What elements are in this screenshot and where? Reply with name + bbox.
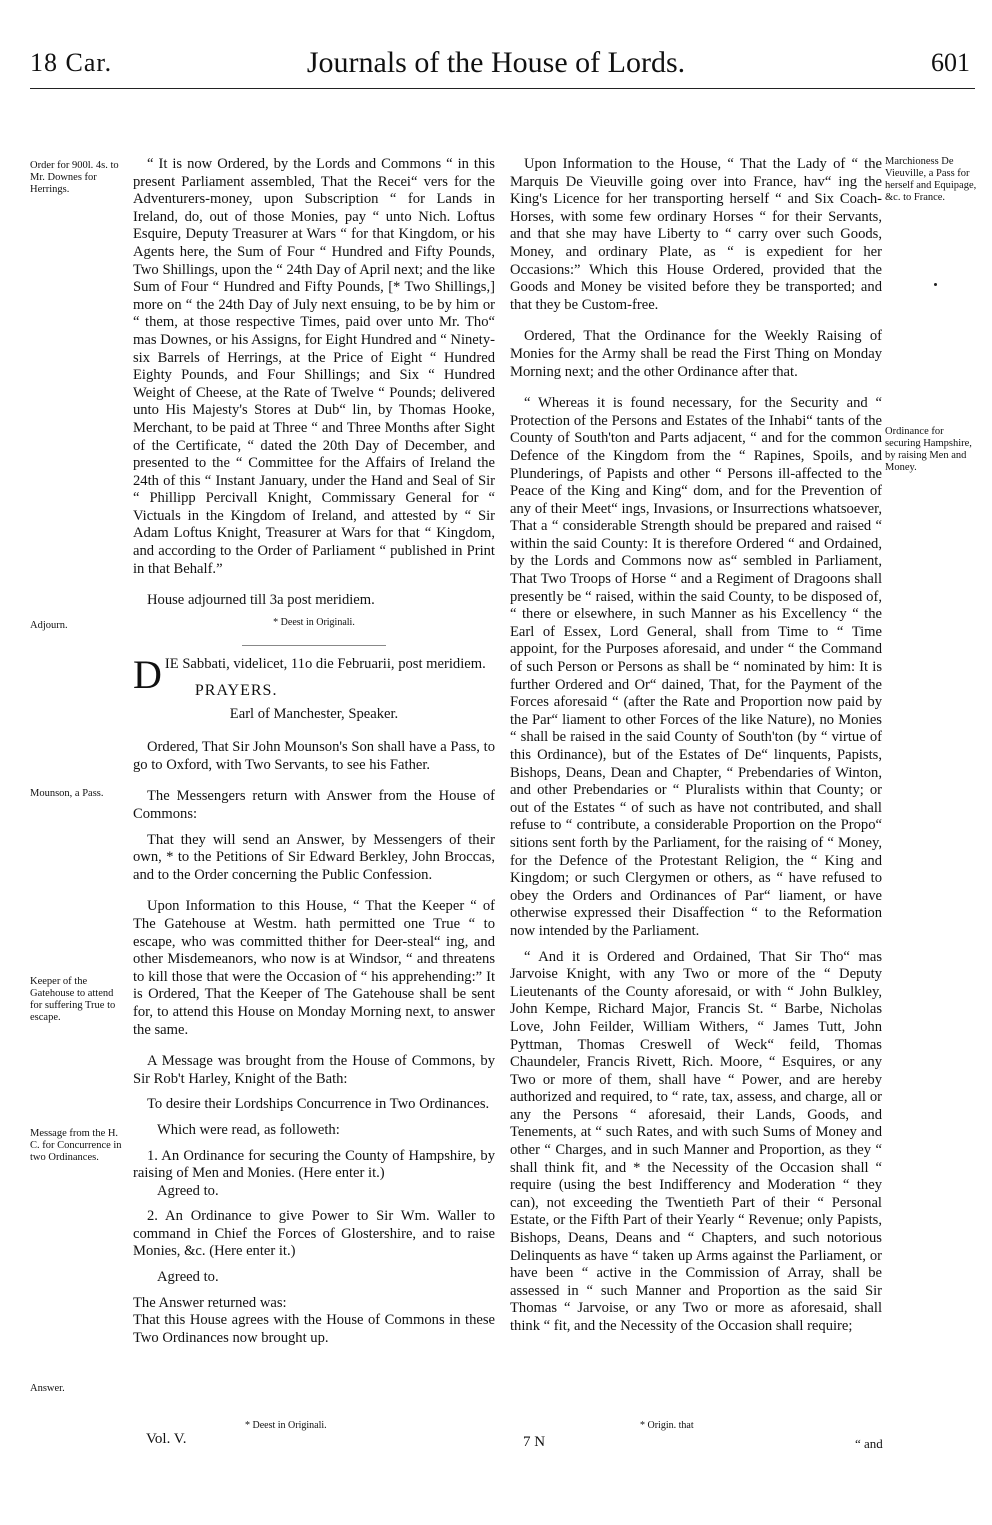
ordinance-item-2: 2. An Ordinance to give Power to Sir Wm. Waller to command in Chief the Forces of Glostershire, and to raise Monies, &c. (Here enter it.) — [133, 1208, 495, 1260]
header-rule — [30, 88, 975, 89]
margin-note-vieuville: Marchioness De Vieuville, a Pass for herself and Equipage, &c. to France. — [885, 156, 977, 203]
margin-note-order-downes: Order for 900l. 4s. to Mr. Downes for Herrings. — [30, 160, 119, 195]
agreed-2: Agreed to. — [157, 1269, 219, 1286]
weekly-raising-paragraph: Ordered, That the Ordinance for the Weekly Raising of Monies for the Army shall be read the First Thing on Monday Morning next; and the other Ordinance after that. — [510, 328, 882, 380]
adjournment-paragraph: House adjourned till 3a post meridiem. — [147, 592, 375, 609]
running-head-regnal-year: 18 Car. — [30, 48, 113, 77]
jarvoise-paragraph: “ And it is Ordered and Ordained, That Sir Tho“ mas Jarvoise Knight, with any Two or more of the “ Deputy Lieutenants of the County aforesaid, or with “ John Bulkley, John Kempe, Richard Major, Francis St. “ Barbe, Nicholas Love, John Feilder, William Withers, “ James Tutt, John Pyttman, Thomas Creswell of Weck“ feild, Thomas Chaundeler, Francis Rivett, Rich. Moore, “ Esquires, or any Two or more of them, shall have “ Power, and are hereby authorized and required, to “ rate, tax, assess, and charge, all or any the Persons “ aforesaid, their Lands, Goods, and Tenements, at “ such Rates, and with such Sums of Money and other “ Charges, and in such Manner and Proportion, as they “ shall think fit, and * the Necessity of the Occasion shall “ require (using the best Indifferency and Moderation “ they can), not exceeding the Twentieth Part of their “ Personal Estate, or the Fifth Part of their Yearly “ Revenue; only Papists, Bishops, Deans, Deans and “ Chapters, and such notorious Delinquents as have “ taken up Arms against the Parliament, or have been “ active in the Commission of Array, shall be assessed in “ such Manner and Proportion as the said Sir Thomas “ Jarvoise, or any Two or more as aforesaid, shall think “ fit, and the Necessity of the Occasion shall require; — [510, 948, 882, 1334]
page-header — [0, 0, 992, 80]
signature-mark: 7 N — [523, 1434, 546, 1450]
right-column — [510, 156, 882, 1344]
page-number: 601 — [931, 48, 970, 77]
read-paragraph: Which were read, as followeth: — [157, 1121, 340, 1138]
ordinance-item-1: 1. An Ordinance for securing the County of Hampshire, by raising of Men and Monies. (Here enter it.) — [133, 1147, 495, 1182]
margin-note-keeper: Keeper of the Gatehouse to attend for suffering True to escape. — [30, 976, 116, 1023]
concurrence-paragraph: To desire their Lordships Concurrence in Two Ordinances. — [147, 1096, 490, 1113]
drop-cap: D — [133, 652, 162, 698]
footnote-right: * Origin. that — [640, 1420, 694, 1431]
margin-note-answer: Answer. — [30, 1383, 65, 1394]
mounson-paragraph: Ordered, That Sir John Mounson's Son shall have a Pass, to go to Oxford, with Two Servants, to see his Father. — [133, 739, 495, 773]
message-paragraph: A Message was brought from the House of Commons, by Sir Rob't Harley, Knight of the Bath: — [133, 1053, 495, 1087]
left-column — [133, 156, 495, 1355]
ink-speck — [934, 283, 937, 286]
margin-note-message: Message from the H. C. for Concurrence in two Ordinances. — [30, 1128, 122, 1163]
gatehouse-keeper-paragraph: Upon Information to this House, “ That the Keeper “ of The Gatehouse at Westm. hath permitted one True “ to escape, who was committed thither for Deer-steal“ ing, and other Misdemeanors, who now is at Windsor, “ and threatens to kill those that were the Occasion of “ his apprehending:” It is Ordered, That the Keeper of The Gatehouse shall be sent for, to attend this House on Monday Morning next, to answer the same. — [133, 898, 495, 1038]
agreed-1: Agreed to. — [157, 1182, 219, 1199]
order-herrings-paragraph: “ It is now Ordered, by the Lords and Commons “ in this present Parliament assembled, That the Recei“ vers for the Adventurers-money, upon Subscription “ for Lands in Ireland, do, out of those Monies, pay “ unto Nich. Loftus Esquire, Deputy Treasurer at Wars “ for that Kingdom, or his Agents here, the Sum of Four “ Hundred and Fifty Pounds, Two Shillings, upon the “ 24th Day of April next; and the like Sum of Four “ Hundred and Fifty Pounds, [* Two Shillings,] more on “ the 24th Day of July next ensuing, to be by him or “ them, at those respective Times, paid over unto Mr. Tho“ mas Downes, or his Assigns, for Eight Hundred and “ Ninety-six Barrels of Herrings, at the Price of Eight “ Hundred Eighty Pounds, and Four Shillings; and Six “ Hundred Weight of Cheese, at the Rate of Twelve “ Pounds; delivered unto His Majesty's Stores at Dub“ lin, by Thomas Hooke, Merchant, to be paid at Three “ and Three Months after Sight of the Certificate, “ dated the 20th Day of December, and presented to the “ Committee for the Affairs of Ireland the 24th of this “ Instant January, under the Hand and Seal of Sir “ Phillipp Percivall Knight, Commissary General for “ Victuals in the Kingdom of Ireland, and attested by “ Sir Adam Loftus Knight, Treasurer at Wars for that “ Kingdom, and according to the Order of Parliament “ published in Print in that Behalf.” — [133, 156, 495, 577]
margin-note-adjourn: Adjourn. — [30, 620, 68, 631]
commons-answer-paragraph: That they will send an Answer, by Messengers of their own, * to the Petitions of Sir Edward Berkley, John Broccas, and to the Order concerning the Public Confession. — [133, 831, 495, 883]
margin-note-hampshire: Ordinance for securing Hampshire, by raising Men and Money. — [885, 426, 972, 473]
volume-label: Vol. V. — [146, 1431, 187, 1447]
messengers-paragraph: The Messengers return with Answer from the House of Commons: — [133, 788, 495, 822]
catchword: “ and — [855, 1436, 883, 1451]
running-head-title: Journals of the House of Lords. — [306, 46, 686, 79]
margin-note-mounson: Mounson, a Pass. — [30, 788, 104, 799]
vieuville-paragraph: Upon Information to the House, “ That the Lady of “ the Marquis De Vieuville going over into France, hav“ ing the King's Licence for her transporting herself “ and Six Coach-Horses, with some few ordinary Horses “ for their Servants, and that she may have Liberty to “ carry over such Goods, Money, and ordinary Plate, as “ is expedient for her Occasions:” Which this House Ordered, provided that the Goods and Money be visited before they be transported; and that they be Custom-free. — [510, 156, 882, 313]
sitting-date-text: IE Sabbati, videlicet, 11o die Februarii, post meridiem. — [164, 656, 486, 673]
speaker-line: Earl of Manchester, Speaker. — [229, 705, 399, 722]
answer-returned: The Answer returned was: — [133, 1294, 287, 1311]
answer-text: That this House agrees with the House of Commons in these Two Ordinances now brought up. — [133, 1312, 495, 1346]
footnote-marker: * Deest in Originali. — [273, 616, 355, 628]
section-divider — [242, 645, 387, 646]
prayers-heading: PRAYERS. — [194, 682, 278, 700]
hampshire-ordinance-paragraph: “ Whereas it is found necessary, for the Security and “ Protection of the Persons and Estates of the Inhabi“ tants of the County of South'ton and Parts adjacent, “ and for the common Defence of the Kingdom from the “ Rapines, Spoils, and Plunderings, of Papists and other “ Persons ill-affected to the Peace of the King and King“ dom, and for the Prevention of any of their Meet“ ings, Invasions, or Insurrections whatsoever, That a “ considerable Strength should be prepared and raised “ within the said County: It is therefore Ordered “ and Ordained, by the Lords and Commons now as“ sembled in Parliament, That Two Troops of Horse “ and a Regiment of Dragoons shall presently be “ raised, within the said County, to be disposed of, “ there or elsewhere, in such Manner as his Excellency “ the Earl of Essex, Lord General, shall from Time to “ Time appoint, for the Purposes aforesaid, and under “ the Command of such Person or Persons as shall be “ nominated by him: It is further Ordered and Or“ dained, That, for the Payment of the Forces aforesaid “ (after the Rate and Proportion now paid by the Par“ liament to other Forces of the like Nature), no Monies “ shall be raised in the said County of South'ton (by “ virtue of this Ordinance), but of the Estates of De“ linquents, Papists, Bishops, Deans, Dean and Chapter, “ Prebendaries of Winton, and other Prebendaries or “ Pluralists within that County; or out of the Estates “ of such as have not contributed, and shall refuse to “ contribute, a considerable Proportion on the Propo“ sitions sent forth by the Parliament, for the raising of “ Money, for the Defence of the Protestant Religion, the “ King and Kingdom; or such Clergymen or others, as “ have refused to obey the Orders and Ordinances of Par“ liament, or have otherwise expressed their Disaffection “ to the Reformation now intended by the Parliament. — [510, 395, 882, 939]
footnote-left: * Deest in Originali. — [245, 1420, 327, 1431]
